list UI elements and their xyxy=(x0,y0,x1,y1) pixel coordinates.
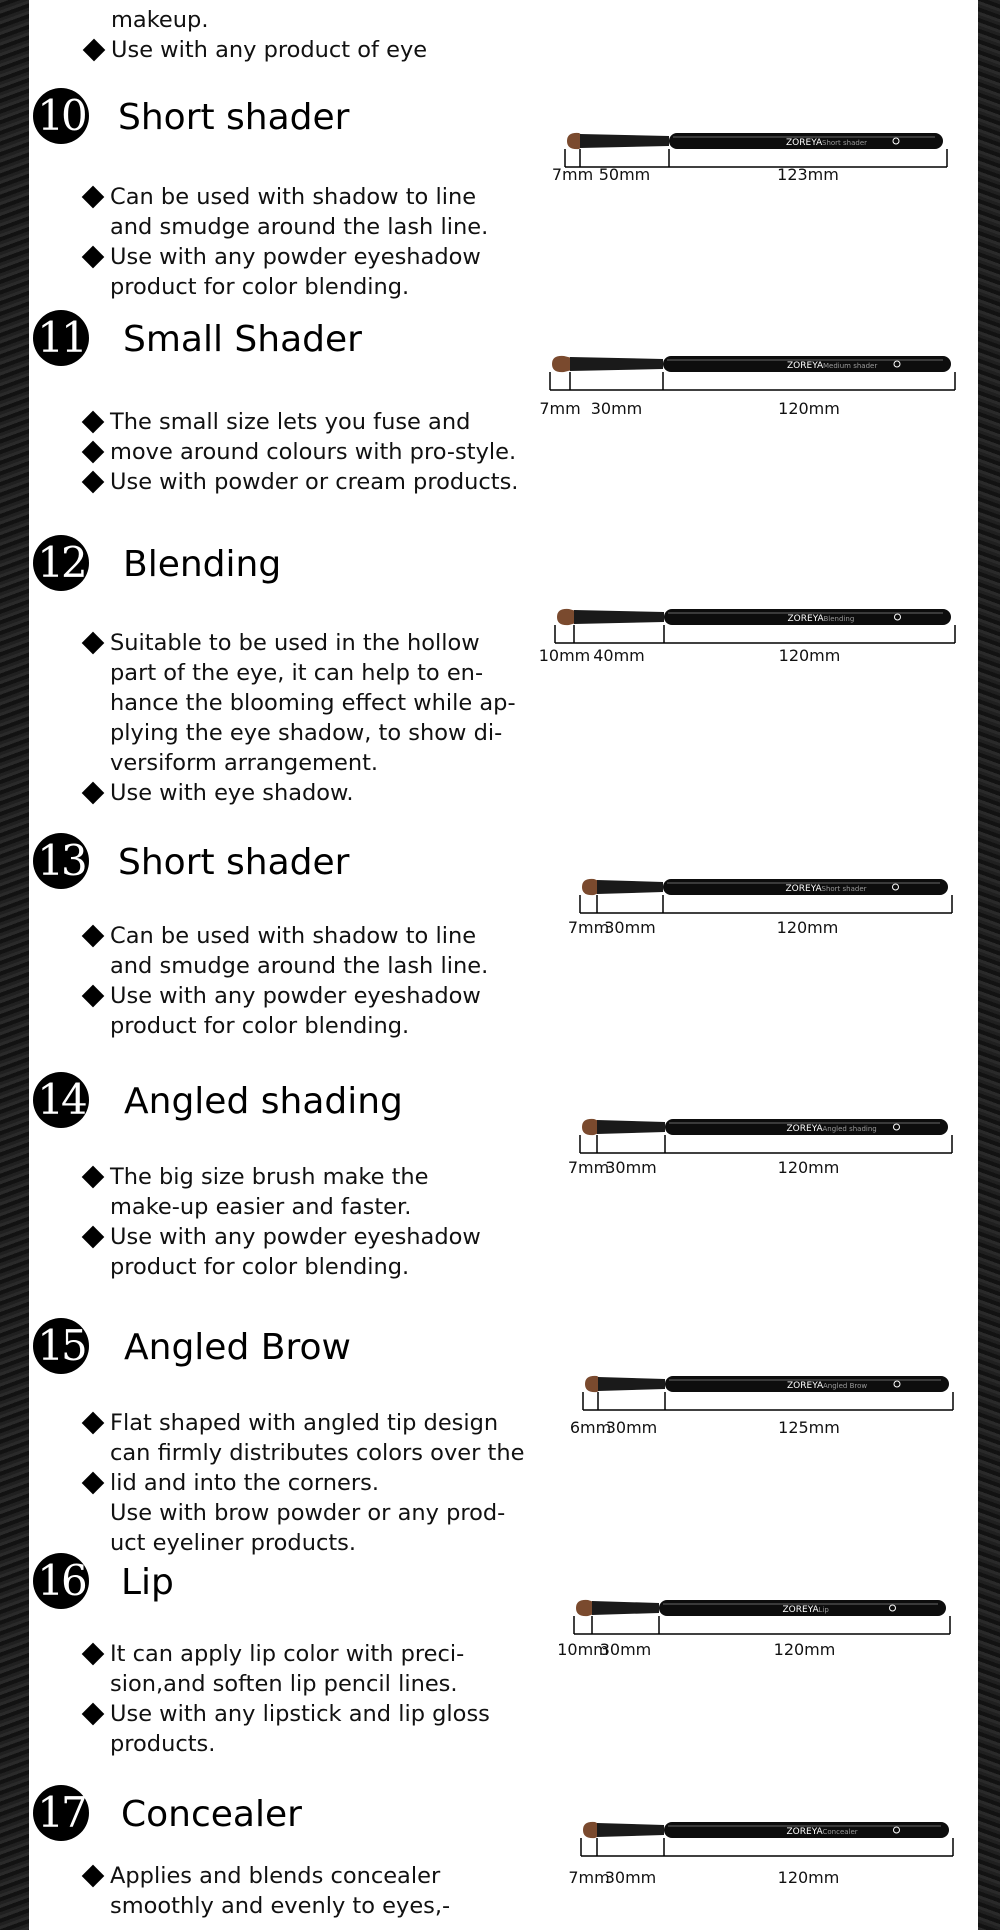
brush-ferrule xyxy=(570,357,663,371)
brush-bristles xyxy=(582,1119,599,1135)
dimension-label: 50mm xyxy=(598,165,651,184)
brush-print-text: Concealer xyxy=(822,1828,858,1836)
description-line: product for color blending. xyxy=(110,274,410,300)
section-number-badge: 12 xyxy=(33,535,89,591)
dimension-label: 120mm xyxy=(777,1868,840,1887)
dimension-label: 10mm xyxy=(538,646,591,665)
description-line: Use with any powder eyeshadow xyxy=(110,244,481,270)
description-line: Use with eye shadow. xyxy=(110,780,354,806)
description-line: products. xyxy=(110,1731,216,1757)
brush-bristles xyxy=(557,609,576,625)
description-line: uct eyeliner products. xyxy=(110,1530,357,1556)
brush-brand-text: ZOREYA xyxy=(786,1827,823,1837)
brush-ferrule xyxy=(597,880,663,894)
section-number-badge: 17 xyxy=(33,1785,89,1841)
description-line: Use with powder or cream products. xyxy=(110,469,519,495)
brush-bristles xyxy=(576,1600,594,1616)
section-title: Angled shading xyxy=(124,1081,403,1122)
intro-line: Use with any product of eye xyxy=(111,37,428,63)
right-leather-border xyxy=(978,0,1000,1930)
section-number-badge: 16 xyxy=(33,1553,89,1609)
section-title: Angled Brow xyxy=(124,1327,351,1368)
section-number-badge: 14 xyxy=(33,1072,89,1128)
dimension-label: 30mm xyxy=(605,1418,658,1437)
dimension-label: 120mm xyxy=(777,1158,840,1177)
brush-brand-text: ZOREYA xyxy=(785,884,822,894)
description-line: Use with any powder eyeshadow xyxy=(110,1224,481,1250)
dimension-label: 125mm xyxy=(778,1418,840,1437)
brush-ferrule xyxy=(597,1120,665,1134)
brush-brand-text: ZOREYA xyxy=(787,1381,824,1391)
description-line: plying the eye shadow, to show di- xyxy=(110,720,503,746)
description-line: Can be used with shadow to line xyxy=(110,923,477,949)
description-line: sion,and soften lip pencil lines. xyxy=(110,1671,458,1697)
description-line: smoothly and evenly to eyes,- xyxy=(110,1893,451,1919)
dimension-label: 120mm xyxy=(778,646,841,665)
brush-bristles xyxy=(582,879,599,895)
description-line: Use with any powder eyeshadow xyxy=(110,983,481,1009)
dimension-label: 120mm xyxy=(776,918,839,937)
description-line: make-up easier and faster. xyxy=(110,1194,412,1220)
brush-bristles xyxy=(583,1822,599,1838)
description-line: Flat shaped with angled tip design xyxy=(110,1410,499,1436)
brush-print-text: Lip xyxy=(818,1606,829,1614)
brush-print-text: Short shader xyxy=(822,139,868,147)
description-line: and smudge around the lash line. xyxy=(110,953,489,979)
brush-ferrule xyxy=(598,1377,665,1391)
brush-ferrule xyxy=(592,1601,659,1615)
dimension-label: 40mm xyxy=(593,646,645,665)
dimension-label: 120mm xyxy=(773,1640,836,1659)
section-number-badge: 15 xyxy=(33,1318,89,1374)
brush-ferrule xyxy=(574,610,664,624)
section-title: Lip xyxy=(121,1562,174,1603)
brush-brand-text: ZOREYA xyxy=(786,1124,823,1134)
brush-illustration xyxy=(530,116,970,186)
dimension-label: 7mm xyxy=(568,1868,610,1887)
dimension-label: 7mm xyxy=(539,399,581,418)
brush-brand-text: ZOREYA xyxy=(786,138,823,148)
intro-line: makeup. xyxy=(111,7,209,33)
section-title: Short shader xyxy=(118,97,350,138)
description-line: The small size lets you fuse and xyxy=(110,409,471,435)
description-line: move around colours with pro-style. xyxy=(110,439,517,465)
brush-print-text: Angled shading xyxy=(822,1125,877,1133)
brush-print-text: Angled Brow xyxy=(823,1382,868,1390)
brush-print-text: Medium shader xyxy=(823,362,878,370)
dimension-label: 30mm xyxy=(604,1868,657,1887)
description-line: product for color blending. xyxy=(110,1013,410,1039)
section-number-badge: 10 xyxy=(33,88,89,144)
dimension-label: 7mm xyxy=(567,1158,610,1177)
dimension-label: 123mm xyxy=(777,165,839,184)
section-title: Small Shader xyxy=(123,319,362,360)
description-line: Suitable to be used in the hollow xyxy=(110,630,480,656)
description-line: It can apply lip color with preci- xyxy=(110,1641,465,1667)
description-line: versiform arrangement. xyxy=(110,750,379,776)
left-leather-border xyxy=(0,0,29,1930)
brush-bristles xyxy=(552,356,572,372)
section-number-badge: 11 xyxy=(33,310,89,366)
brush-brand-text: ZOREYA xyxy=(782,1605,819,1615)
brush-bristles xyxy=(585,1376,600,1392)
dimension-label: 7mm xyxy=(567,918,610,937)
brush-ferrule xyxy=(580,134,669,148)
brush-print-text: Short shader xyxy=(821,885,867,893)
dimension-label: 30mm xyxy=(599,1640,652,1659)
dimension-label: 120mm xyxy=(778,399,840,418)
description-line: lid and into the corners. xyxy=(110,1470,379,1496)
brush-print-text: Blending xyxy=(823,615,855,623)
dimension-label: 30mm xyxy=(605,1158,657,1177)
brush-bristles xyxy=(567,133,582,149)
description-line: Use with brow powder or any prod- xyxy=(110,1500,506,1526)
description-line: Use with any lipstick and lip gloss xyxy=(110,1701,490,1727)
description-line: part of the eye, it can help to en- xyxy=(110,660,484,686)
brush-ferrule xyxy=(597,1823,664,1837)
section-title: Concealer xyxy=(121,1794,302,1835)
description-line: The big size brush make the xyxy=(110,1164,429,1190)
description-line: can firmly distributes colors over the xyxy=(110,1440,525,1466)
dimension-label: 30mm xyxy=(590,399,643,418)
description-line: hance the blooming effect while ap- xyxy=(110,690,516,716)
dimension-label: 7mm xyxy=(551,165,594,184)
dimension-label: 10mm xyxy=(557,1640,609,1659)
section-title: Blending xyxy=(123,544,282,585)
dimension-label: 30mm xyxy=(604,918,656,937)
brush-brand-text: ZOREYA xyxy=(787,614,824,624)
description-line: Applies and blends concealer xyxy=(110,1863,441,1889)
description-line: and smudge around the lash line. xyxy=(110,214,489,240)
description-line: product for color blending. xyxy=(110,1254,410,1280)
dimension-label: 6mm xyxy=(569,1418,612,1437)
brush-illustration xyxy=(530,1805,970,1875)
section-number-badge: 13 xyxy=(33,833,89,889)
section-title: Short shader xyxy=(118,842,350,883)
description-line: Can be used with shadow to line xyxy=(110,184,477,210)
brush-brand-text: ZOREYA xyxy=(787,361,824,371)
